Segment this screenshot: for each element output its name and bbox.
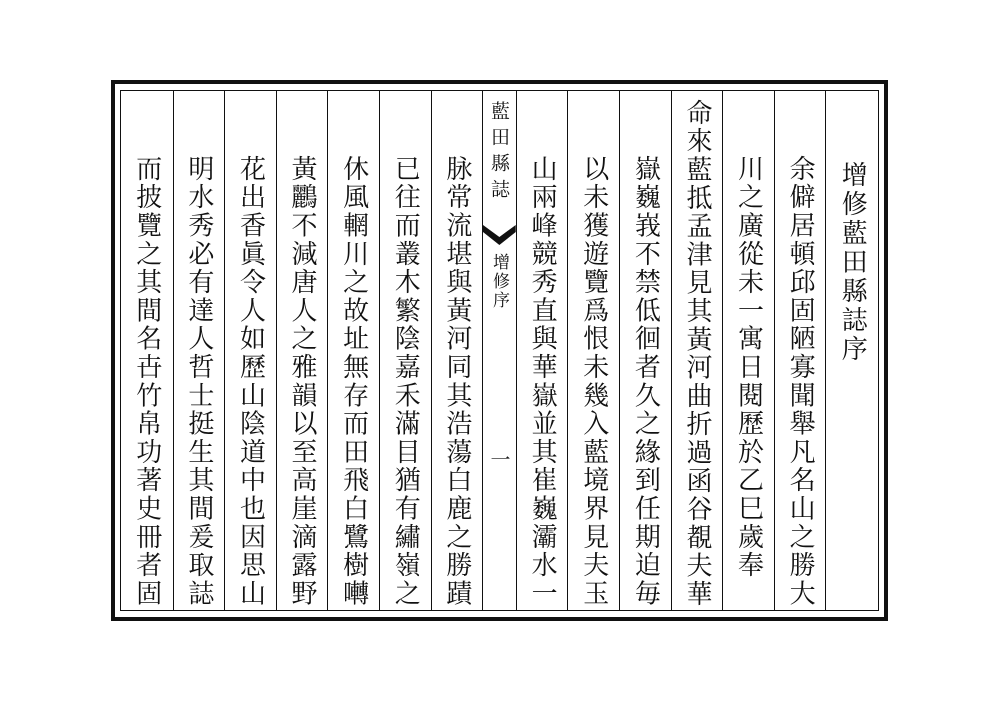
column-text: 川之廣從未一寓日閱歷於乙巳歲奉 [733,155,764,580]
column-text: 花出香眞令人如歷山陰道中也因思山 [235,155,266,608]
page-frame [120,90,879,611]
text-column [173,91,225,610]
center-strip [482,91,516,610]
column-text: 余僻居頓邱固陋寡聞舉凡名山之勝大 [785,155,816,608]
column-text: 嶽巍峩不禁低徊者久之緣到任期迫毎 [630,155,661,608]
text-column [431,91,483,610]
text-column [619,91,671,610]
column-text: 山兩峰競秀直與華嶽並其崔巍灞水一 [527,155,558,608]
column-text: 休風輞川之故址無存而田飛白鷺樹囀 [338,155,369,608]
fishtail-mark-icon [483,223,516,247]
book-name: 藍田縣誌 [487,101,510,205]
text-column [516,91,568,610]
text-column [671,91,723,610]
column-text: 命來藍抵孟津見其黃河曲折過函谷覩夫華 [681,99,712,609]
column-text: 以未獲遊覽爲恨未幾入藍境界見夫玉 [578,155,609,608]
text-column [224,91,276,610]
column-text: 明水秀必有達人哲士挺生其間爰取誌 [183,155,214,608]
text-column [567,91,619,610]
page-number: 一 [486,449,511,469]
text-column [327,91,379,610]
text-column [121,91,173,610]
text-column-title [825,91,878,610]
column-text: 而披覽之其間名卋竹帛功著史冊者固 [131,155,162,608]
text-column [722,91,774,610]
text-column [774,91,826,610]
column-text: 脉常流堪與黃河同其浩蕩白鹿之勝蹟 [441,155,472,608]
section-name: 增修序 [488,253,509,310]
preface-title: 增修藍田縣誌序 [837,161,868,364]
text-column [379,91,431,610]
column-text: 已往而叢木繁陰嘉禾滿目猶有繡嶺之 [390,155,421,608]
text-column [276,91,328,610]
column-text: 黃鸝不減唐人之雅韻以至高崖滴露野 [287,155,318,608]
